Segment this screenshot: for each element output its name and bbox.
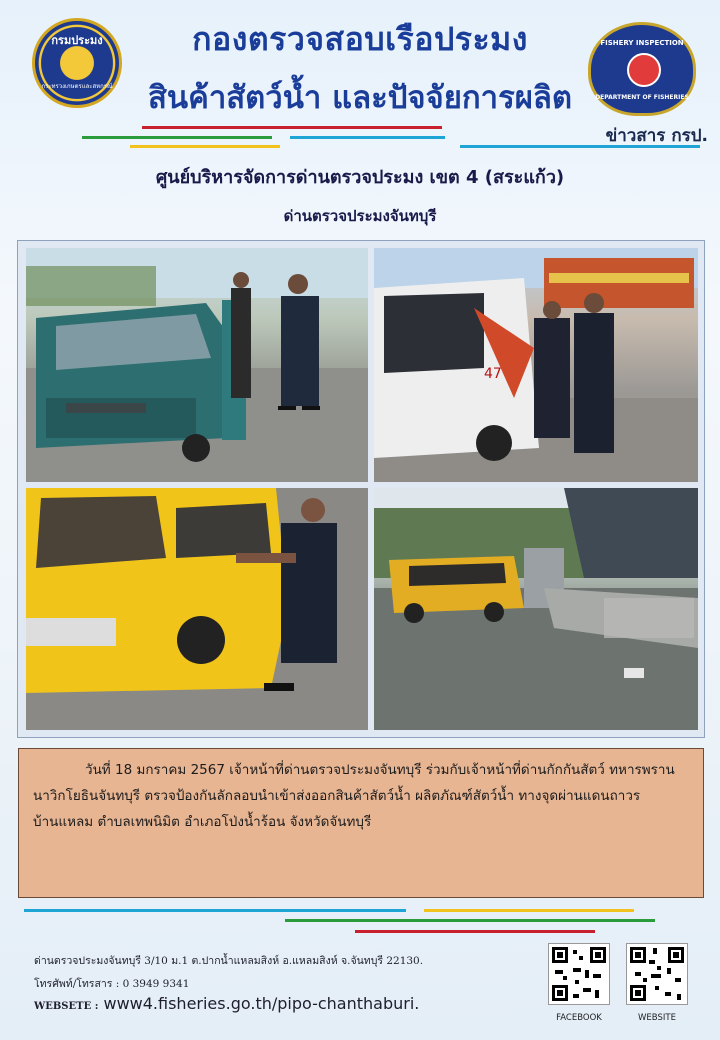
footer-website-label: WEBSETE : xyxy=(34,1001,99,1012)
van-number-label: 47 xyxy=(484,366,502,382)
footer-phone: โทรศัพท์/โทรสาร : 0 3949 9341 xyxy=(34,978,190,990)
footer-address: ด่านตรวจประมงจันทบุรี 3/10 ม.1 ต.ปากน้ำแหลมสิงห์ อ.แหลมสิงห์ จ.จันทบุรี 22130. xyxy=(34,955,424,967)
left-logo-bottom-text: กระทรวงเกษตรและสหกรณ์ xyxy=(41,83,113,90)
footer-divider-yellow xyxy=(424,909,634,912)
title-line-2: สินค้าสัตว์น้ำ และปัจจัยการผลิต xyxy=(147,80,573,116)
divider-green xyxy=(82,136,272,139)
photo-yellow-van-inspection xyxy=(26,488,368,730)
website-qr-label: WEBSITE xyxy=(638,1013,676,1023)
facebook-qr-label: FACEBOOK xyxy=(556,1013,602,1023)
divider-yellow xyxy=(130,145,280,148)
left-logo-top-text: กรมประมง xyxy=(51,34,103,47)
fishery-inspection-logo xyxy=(588,22,696,116)
photo-white-van-inspection xyxy=(374,248,698,482)
news-tag: ข่าวสาร กรป. xyxy=(605,126,708,146)
center-name: ศูนย์บริหารจัดการด่านตรวจประมง เขต 4 (สระแก้ว) xyxy=(155,167,565,188)
news-description: วันที่ 18 มกราคม 2567 เจ้าหน้าที่ด่านตรวจประมงจันทบุรี ร่วมกับเจ้าหน้าที่ด่านกักกันสัตว์ ทหารพรานนาวิกโยธินจันทบุรี ตรวจป้องกันลักลอบนำเข้าส่งออกสินค้าสัตว์น้ำ ผลิตภัณฑ์สัตว์น้ำ ทางจุดผ่านแดนถาวรบ้านแหลม ตำบลเทพนิมิต อำเภอโป่งน้ำร้อน จังหวัดจันทบุรี xyxy=(18,748,704,898)
logo-emblem-icon xyxy=(627,53,661,87)
footer-divider-blue xyxy=(24,909,406,912)
facebook-qr-code[interactable] xyxy=(548,943,610,1005)
right-logo-bottom-text: DEPARTMENT OF FISHERIES xyxy=(595,94,689,101)
divider-red xyxy=(142,126,442,129)
footer-divider-red xyxy=(355,930,595,933)
title-line-1: กองตรวจสอบเรือประมง xyxy=(192,20,528,58)
right-logo-top-text: FISHERY INSPECTION xyxy=(600,39,684,47)
photo-green-van-inspection xyxy=(26,248,368,482)
photo-market-yard xyxy=(374,488,698,730)
website-qr-code[interactable] xyxy=(626,943,688,1005)
footer-divider-green xyxy=(285,919,655,922)
divider-blue xyxy=(290,136,445,139)
footer-website-row xyxy=(34,994,419,1013)
department-of-fisheries-logo xyxy=(32,18,122,108)
station-name: ด่านตรวจประมงจันทบุรี xyxy=(283,207,437,225)
footer-website-link[interactable]: www4.fisheries.go.th/pipo-chanthaburi. xyxy=(103,994,420,1013)
